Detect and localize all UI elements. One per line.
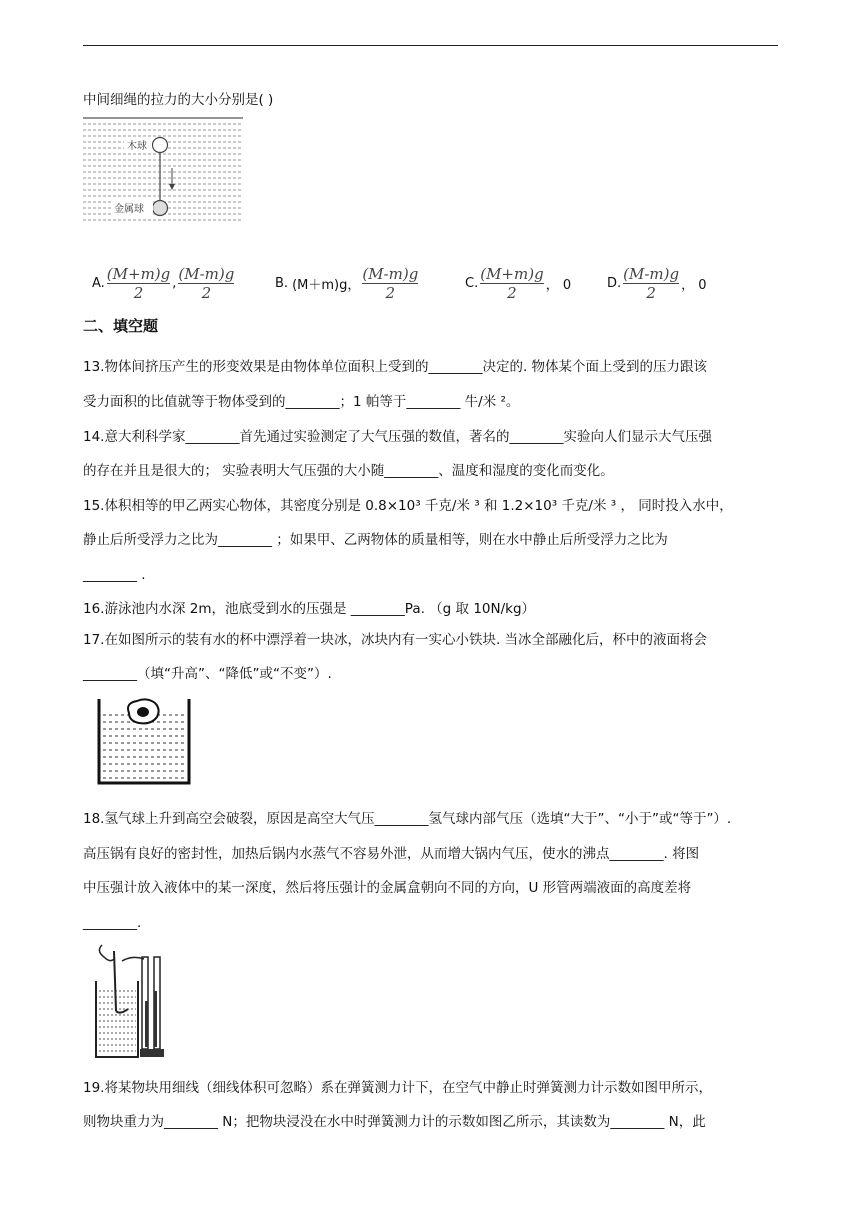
text-line: 13.物体间挤压产生的形变效果是由物体单位面积上受到的________决定的. 物体某个面上受到的压力跟该 [83,359,708,375]
option-letter: B. [275,276,289,291]
metal-ball-icon [153,201,168,216]
text-line: ________ . [83,567,146,583]
text-line: 的存在并且是很大的； 实验表明大气压强的大小随________、温度和湿度的变化而变化。 [83,463,614,479]
text-line: 则物块重力为________ N；把物块浸没在水中时弹簧测力计的示数如图乙所示，其读数为________ N，此 [83,1114,706,1130]
wood-ball-label: 木球 [127,141,147,152]
fraction: $\frac{(M+m)g}{2}$ [480,265,544,302]
text-line: 15.体积相等的甲乙两实心物体，其密度分别是 0.8×10³ 千克/米 ³ 和 1.2×10³ 千克/米 ³ ， 同时投入水中， [83,498,733,514]
option-tail: ， 0 [545,278,572,293]
text-line: ________. [83,915,142,931]
option-sep: , [172,276,177,291]
option-prefix: (M＋m)g， [292,278,361,293]
option-c [465,266,571,301]
option-tail: ， 0 [681,278,707,293]
text-line: ________（填“升高”、“降低”或“不变”）. [83,666,332,682]
fraction: $\frac{(M-m)g}{2}$ [362,265,419,302]
text-line: 19.将某物块用细线（细线体积可忽略）系在弹簧测力计下，在空气中静止时弹簧测力计示数如图甲所示， [83,1080,712,1096]
arrow-down-icon [169,184,175,190]
option-letter: C. [465,276,479,291]
fraction: $\frac{(M-m)g}{2}$ [623,265,680,302]
text-line: 静止后所受浮力之比为________ ；如果甲、乙两物体的质量相等，则在水中静止后所受浮力之比为 [83,532,668,548]
q12-stem: 中间细绳的拉力的大小分别是( ) [83,92,274,108]
q17-cup-figure [95,695,195,787]
section-title: 二、填空题 [83,317,159,335]
option-a [92,266,236,301]
fraction: $\frac{(M+m)g}{2}$ [106,265,171,302]
iron-block-icon [137,707,149,717]
text-line: 高压锅有良好的密封性，加热后锅内水蒸气不容易外泄，从而增大锅内气压，使水的沸点________. 将图 [83,846,700,862]
text-line: 中压强计放入液体中的某一深度，然后将压强计的金属盒朝向不同的方向，U 形管两端液面的高度差将 [83,880,692,896]
text-line: 17.在如图所示的装有水的杯中漂浮着一块冰，冰块内有一实心小铁块. 当冰全部融化后，杯中的液面将会 [83,632,708,648]
fraction: $\frac{(M-m)g}{2}$ [178,265,235,302]
wood-ball-icon [153,138,168,153]
option-letter: A. [92,276,105,291]
option-d [607,266,707,301]
q18-manometer-figure [92,941,172,1061]
text-line: 16.游泳池内水深 2m，池底受到水的压强是 ________Pa. （g 取 10N/kg） [83,601,536,617]
text-line: 受力面积的比值就等于物体受到的________；1 帕等于________ 牛/米 ²。 [83,394,520,410]
text-line: 14.意大利科学家________首先通过实验测定了大气压强的数值，著名的________实验向人们显示大气压强 [83,429,712,445]
option-b [275,266,420,301]
metal-ball-label: 金属球 [114,204,144,215]
option-letter: D. [607,276,622,291]
q12-figure [83,116,245,228]
header-rule [83,45,778,46]
text-line: 18.氢气球上升到高空会破裂，原因是高空大气压________氢气球内部气压（选填“大于”、“小于”或“等于”）. [83,811,732,827]
